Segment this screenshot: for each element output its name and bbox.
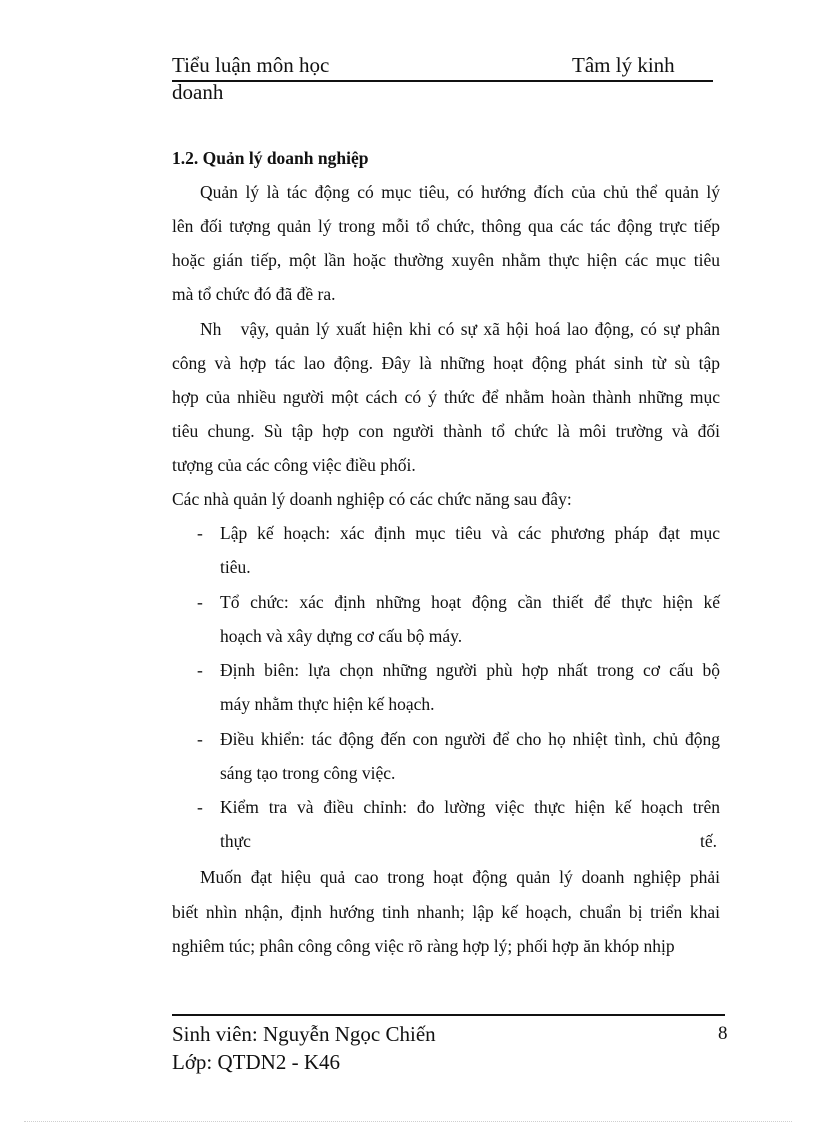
bullet-marker: - <box>197 592 203 612</box>
footer-rule <box>172 1014 725 1016</box>
header-subject-title-continued: doanh <box>172 80 224 104</box>
paragraph-line: lên đối tượng quản lý trong mỗi tổ chức, thông qua các tác động trực tiếp <box>172 216 720 236</box>
paragraph-line: tượng của các công việc điều phối. <box>172 455 416 475</box>
header-course-title: Tiểu luận môn học <box>172 53 330 77</box>
paragraph-line: Muốn đạt hiệu quả cao trong hoạt động quản lý doanh nghiệp phải <box>200 867 720 887</box>
bullet-marker: - <box>197 729 203 749</box>
footer-student-name: Sinh viên: Nguyễn Ngọc Chiến <box>172 1022 436 1046</box>
bullet-marker: - <box>197 797 203 817</box>
paragraph-line: công và hợp tác lao động. Đây là những hoạt động phát sinh từ sù tập <box>172 353 720 373</box>
function-item-line: sáng tạo trong công việc. <box>220 763 396 783</box>
section-heading: 1.2. Quản lý doanh nghiệp <box>172 148 369 168</box>
function-item-line: tế. <box>700 831 718 851</box>
functions-intro: Các nhà quản lý doanh nghiệp có các chức năng sau đây: <box>172 489 572 509</box>
header-rule <box>172 80 713 82</box>
function-item-line: Điều khiển: tác động đến con người để cho họ nhiệt tình, chủ động <box>220 729 720 749</box>
function-item-line: tiêu. <box>220 557 251 577</box>
function-item-line: Tổ chức: xác định những hoạt động cần thiết để thực hiện kế <box>220 592 720 612</box>
paragraph-line: hợp của nhiều người một cách có ý thức để nhằm hoàn thành những mục <box>172 387 720 407</box>
paragraph-line: tiêu chung. Sù tập hợp con người thành tổ chức là môi trường và đối <box>172 421 720 441</box>
function-item-line: Lập kế hoạch: xác định mục tiêu và các phương pháp đạt mục <box>220 523 720 543</box>
bullet-marker: - <box>197 523 203 543</box>
function-item-line: Kiểm tra và điều chỉnh: đo lường việc thực hiện kế hoạch trên <box>220 797 720 817</box>
paragraph-line: Quản lý là tác động có mục tiêu, có hướng đích của chủ thể quản lý <box>200 182 720 202</box>
function-item-line: hoạch và xây dựng cơ cấu bộ máy. <box>220 626 463 646</box>
paragraph-line: hoặc gián tiếp, một lần hoặc thường xuyên nhằm thực hiện các mục tiêu <box>172 250 720 270</box>
page-number: 8 <box>718 1023 728 1044</box>
footer-class-name: Lớp: QTDN2 - K46 <box>172 1050 340 1074</box>
page-edge-divider <box>24 1121 792 1122</box>
function-item-line: máy nhằm thực hiện kế hoạch. <box>220 694 435 714</box>
function-item-line: thực <box>220 831 251 851</box>
paragraph-line: biết nhìn nhận, định hướng tinh nhanh; lập kế hoạch, chuẩn bị triển khai <box>172 902 720 922</box>
header-subject-title: Tâm lý kinh <box>572 53 675 77</box>
bullet-marker: - <box>197 660 203 680</box>
function-item-line: Định biên: lựa chọn những người phù hợp nhất trong cơ cấu bộ <box>220 660 720 680</box>
paragraph-line: nghiêm túc; phân công công việc rõ ràng hợp lý; phối hợp ăn khóp nhịp <box>172 936 675 956</box>
paragraph-line: mà tổ chức đó đã đề ra. <box>172 284 336 304</box>
paragraph-line: Nh vậy, quản lý xuất hiện khi có sự xã hội hoá lao động, có sự phân <box>200 319 720 339</box>
